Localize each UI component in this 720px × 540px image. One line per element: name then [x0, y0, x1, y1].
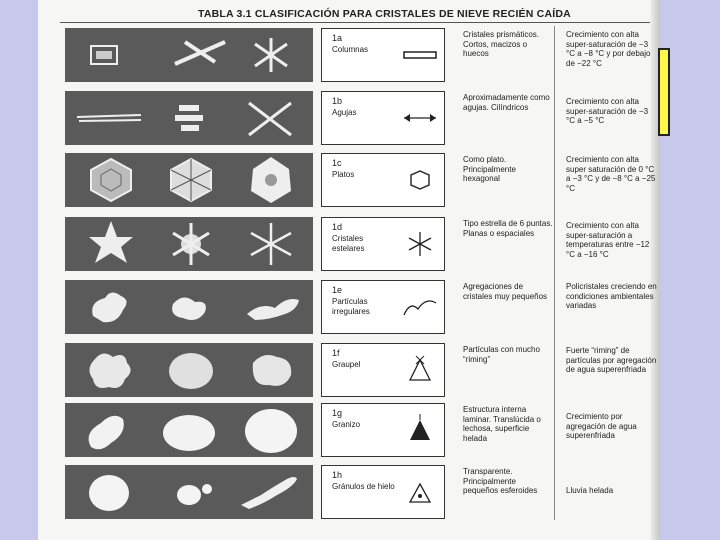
- class-code: 1h: [332, 470, 343, 480]
- code-box: [321, 153, 445, 207]
- growth-condition: Crecimiento con alta super-saturación a temperaturas entre −12 °C a −16 °C: [566, 221, 650, 259]
- code-box: [321, 280, 445, 334]
- growth-condition: Fuerte “riming” de partículas por agregación de agua superenfriada: [566, 346, 657, 375]
- class-code: 1g: [332, 408, 343, 418]
- growth-condition: Crecimiento con alta super-saturación de −3 °C a −5 °C: [566, 97, 649, 126]
- double-arrow-symbol-icon: [398, 98, 442, 138]
- crystal-photo-irregular: [65, 280, 313, 334]
- crystal-photo-plates: [65, 153, 313, 207]
- description: Cristales prismáticos. Cortos, macizos o huecos: [463, 30, 540, 59]
- code-box: [321, 28, 445, 82]
- table-row: [65, 343, 545, 397]
- title-rule: [60, 22, 650, 23]
- table-row: [65, 403, 545, 457]
- class-name: Agujas: [332, 108, 357, 117]
- class-name: Graupel: [332, 360, 361, 369]
- growth-condition: Crecimiento con alta super saturación de 0 °C a −3 °C y de −8 °C a −25 °C: [566, 155, 656, 193]
- description: Partículas con mucho “riming”: [463, 345, 540, 364]
- class-code: 1d: [332, 222, 343, 232]
- yellow-highlight-marker: [658, 48, 670, 136]
- table-row: [65, 465, 545, 519]
- class-name: Gránulos de hielo: [332, 482, 395, 491]
- class-name: Platos: [332, 170, 355, 179]
- description: Tipo estrella de 6 puntas. Planas o espaciales: [463, 219, 553, 238]
- code-box: [321, 403, 445, 457]
- growth-condition: Crecimiento por agregación de agua superenfriada: [566, 412, 637, 441]
- class-code: 1c: [332, 158, 342, 168]
- growth-condition: Policristales creciendo en condiciones ambientales variadas: [566, 282, 657, 311]
- table-row: [65, 280, 548, 334]
- class-name: Cristales estelares: [332, 234, 365, 253]
- filled-triangle-symbol-icon: [398, 410, 442, 450]
- column-separator: [554, 26, 555, 520]
- code-box: [321, 343, 445, 397]
- table-row: [65, 28, 545, 82]
- table-row: [65, 91, 550, 145]
- class-code: 1f: [332, 348, 340, 358]
- description: Aproximadamente como agujas. Cilíndricos: [463, 93, 550, 112]
- table-row: [65, 153, 545, 207]
- star-symbol-icon: [398, 224, 442, 264]
- code-box: [321, 217, 445, 271]
- crystal-photo-columns: [65, 28, 313, 82]
- class-code: 1b: [332, 96, 343, 106]
- rectangle-symbol-icon: [398, 35, 442, 75]
- crystal-photo-hail: [65, 403, 313, 457]
- description: Como plato. Principalmente hexagonal: [463, 155, 516, 184]
- description: Transparente. Principalmente pequeños esferoides: [463, 467, 538, 496]
- crystal-photo-stellar: [65, 217, 313, 271]
- growth-condition: Lluvia helada: [566, 486, 614, 495]
- class-name: Columnas: [332, 45, 369, 54]
- class-name: Partículas irregulares: [332, 297, 370, 316]
- code-box: [321, 465, 445, 519]
- crystal-photo-needles: [65, 91, 313, 145]
- code-box: [321, 91, 445, 145]
- class-name: Granizo: [332, 420, 361, 429]
- crystal-photo-ice-pellets: [65, 465, 313, 519]
- class-code: 1a: [332, 33, 343, 43]
- hexagon-symbol-icon: [398, 160, 442, 200]
- table-title: TABLA 3.1 CLASIFICACIÓN PARA CRISTALES DE NIEVE RECIÉN CAÍDA: [198, 8, 571, 20]
- irregular-symbol-icon: [398, 287, 442, 327]
- crystal-photo-graupel: [65, 343, 313, 397]
- description: Agregaciones de cristales muy pequeños: [463, 282, 548, 301]
- table-row: [65, 217, 553, 271]
- growth-condition: Crecimiento con alta super-saturación de −3 °C a −8 °C y por debajo de −22 °C: [566, 30, 651, 68]
- tent-symbol-icon: [398, 350, 442, 390]
- description: Estructura interna laminar. Translúcida o lechosa, superficie helada: [463, 405, 541, 443]
- triangle-dot-symbol-icon: [398, 472, 442, 512]
- class-code: 1e: [332, 285, 343, 295]
